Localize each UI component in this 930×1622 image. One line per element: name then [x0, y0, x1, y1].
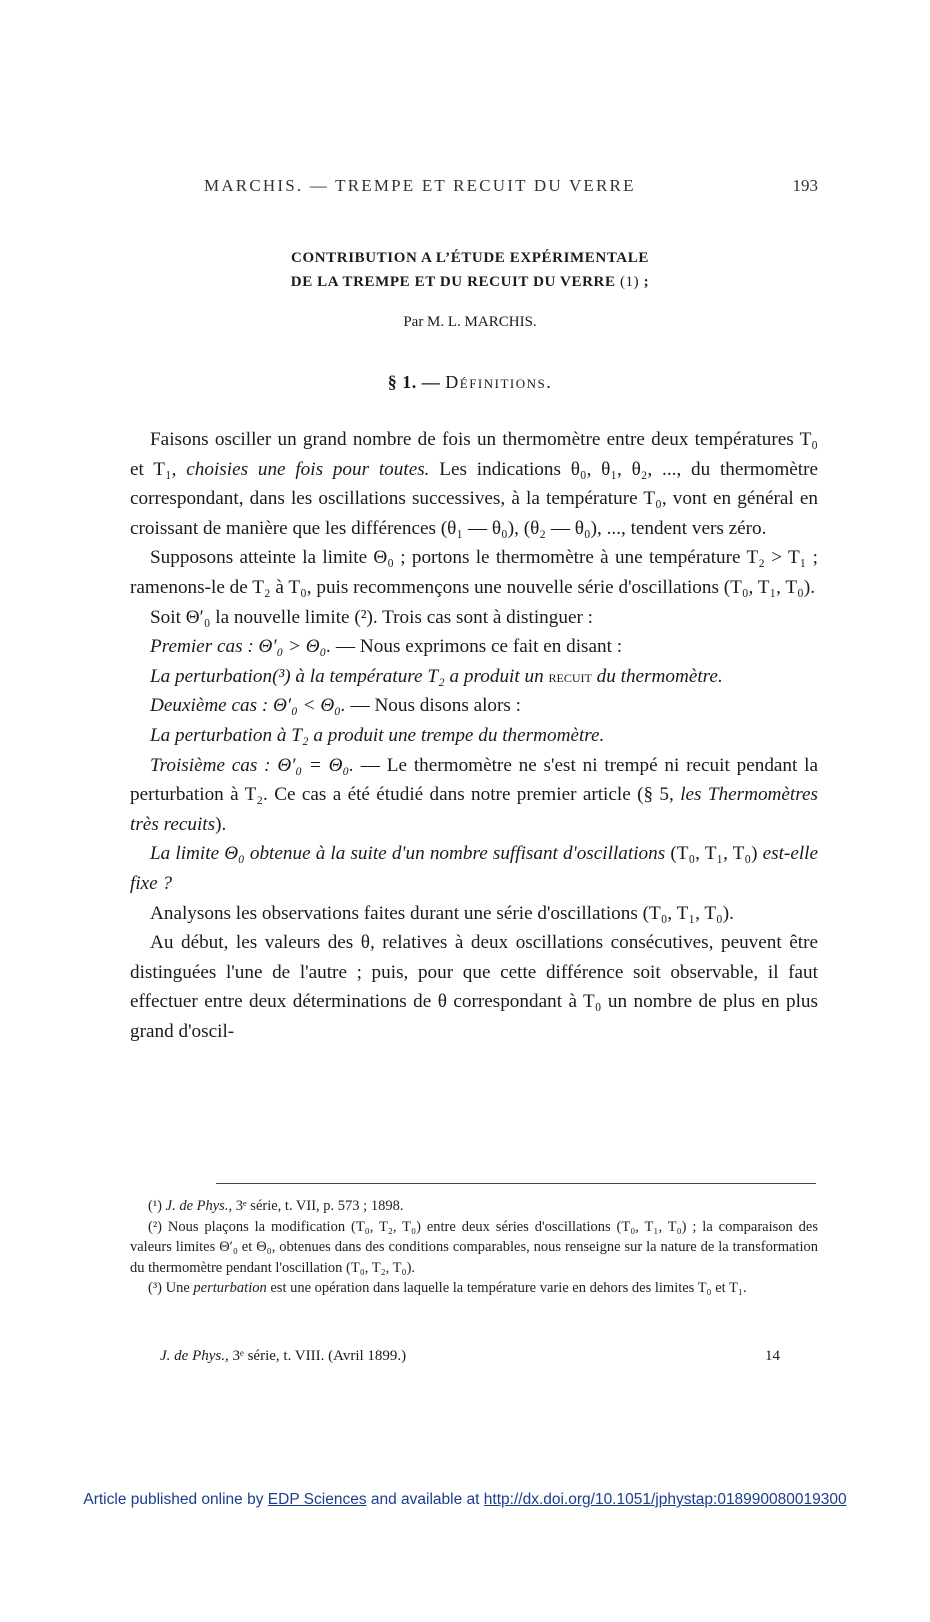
footnote-3-b: perturbation — [193, 1280, 267, 1296]
paragraph-6-b: — Nous disons alors : — [350, 695, 522, 717]
footnotes — [130, 1196, 818, 1299]
paragraph-5-c: du thermomètre. — [596, 665, 723, 687]
footnote-1 — [130, 1196, 818, 1217]
paragraph-6 — [130, 691, 818, 721]
section-heading — [130, 372, 810, 393]
section-number: § 1. — — [387, 372, 441, 392]
publisher-link[interactable]: EDP Sciences — [267, 1491, 367, 1508]
author-line: Par M. L. MARCHIS. — [403, 314, 537, 330]
title-footnote-mark[interactable]: (1) — [619, 274, 640, 290]
paragraph-4 — [130, 632, 818, 662]
paragraph-10: Analysons les observations faites durant une série d'oscillations (T₀, T₁, T₀). — [150, 902, 734, 924]
article-title-line-2-text: DE LA TREMPE ET DU RECUIT DU VERRE — [290, 274, 616, 290]
footnote-1-journal: J. de Phys., — [165, 1198, 233, 1214]
paragraph-7-text: La perturbation à T₂ a produit une trempe du thermomètre. — [150, 724, 605, 746]
paragraph-1-c: Les indications θ₀, θ₁, θ₂, ..., du thermomètre correspondant, dans les oscillations successives, à la température T₀, vont en général en croissant de manière que les différences (θ₁ — θ₀), (θ₂ — θ₀), ..., tendent vers zéro. — [130, 458, 819, 539]
paragraph-6-a: Deuxième cas : Θ′₀ < Θ₀. — [150, 695, 346, 717]
section-title: Définitions. — [445, 372, 553, 392]
footnote-1-details: 3ᵉ série, t. VII, p. 573 ; 1898. — [235, 1198, 404, 1214]
running-head — [204, 176, 818, 196]
body-text — [130, 425, 818, 1046]
paragraph-2: Supposons atteinte la limite Θ₀ ; portons le thermomètre à une température T₂ > T₁ ; ramenons-le de T₂ à T₀, puis recommençons une nouvelle série d'oscillations (T₀, T₁, T₀). — [130, 547, 818, 598]
publisher-banner — [0, 1491, 930, 1509]
paragraph-5-b: recuit — [548, 666, 592, 686]
publisher-prefix: Article published online by — [83, 1491, 264, 1508]
paragraph-1-a: Faisons osciller un grand nombre de fois un thermomètre entre deux températures T₀ et T₁, — [130, 429, 818, 480]
paragraph-4-b: — Nous exprimons ce fait en disant : — [335, 636, 623, 658]
paragraph-5 — [130, 662, 818, 692]
paragraph-9-a: La limite Θ₀ obtenue à la suite d'un nombre suffisant d'oscillations — [150, 843, 666, 865]
footnote-3 — [130, 1278, 818, 1299]
paragraph-8 — [130, 751, 818, 840]
paragraph-3: Soit Θ′₀ la nouvelle limite (²). Trois cas sont à distinguer : — [150, 606, 593, 628]
paragraph-8-c: les Thermomètres très recuits — [130, 784, 818, 835]
publisher-middle: and available at — [370, 1491, 480, 1508]
article-title — [130, 246, 810, 294]
paragraph-1 — [130, 425, 818, 543]
footnote-3-c: est une opération dans laquelle la température varie en dehors des limites T₀ et T₁. — [270, 1280, 747, 1296]
page-number: 193 — [792, 176, 818, 195]
footnote-2: (²) Nous plaçons la modification (T₀, T₂, T₀) entre deux séries d'oscillations (T₀, T₁, T₀) ; la comparaison des valeurs limites Θ′₀ et Θ₀, obtenues dans des conditions comparables, nous renseigne sur la nature de la transformation du thermomètre pendant l'oscillation (T₀, T₂, T₀). — [130, 1218, 818, 1276]
paragraph-9-b: (T₀, T₁, T₀) — [670, 843, 758, 865]
paragraph-8-d: ). — [215, 813, 227, 835]
journal-name: J. de Phys., — [160, 1348, 229, 1364]
paragraph-5-a: La perturbation(³) à la température T₂ a produit un — [150, 665, 544, 687]
paragraph-9 — [130, 839, 818, 898]
paragraph-8-b: — Le thermomètre ne s'est ni trempé ni recuit pendant la perturbation à T₂. Ce cas a été étudié dans notre premier article (§ 5, — [130, 754, 819, 806]
paragraph-4-a: Premier cas : Θ′₀ > Θ₀. — [150, 636, 332, 658]
article-title-line-2 — [130, 270, 810, 294]
paragraph-9-c: est-elle fixe ? — [130, 843, 819, 894]
footnote-divider — [216, 1183, 816, 1184]
paragraph-8-a: Troisième cas : Θ′₀ = Θ₀. — [150, 754, 354, 776]
footnote-1-mark: (¹) — [148, 1198, 163, 1214]
paragraph-1-b: choisies une fois pour toutes. — [186, 458, 430, 480]
footnote-3-a: (³) Une — [148, 1280, 190, 1296]
article-title-line-1: CONTRIBUTION A L’ÉTUDE EXPÉRIMENTALE — [291, 250, 649, 266]
running-head-title: MARCHIS. — TREMPE ET RECUIT DU VERRE — [204, 176, 636, 195]
journal-signature-line — [160, 1348, 780, 1365]
paragraph-7 — [130, 721, 818, 751]
sheet-number: 14 — [765, 1348, 780, 1364]
journal-details: 3ᵉ série, t. VIII. (Avril 1899.) — [232, 1348, 407, 1364]
paragraph-11: Au début, les valeurs des θ, relatives à deux oscillations consécutives, peuvent être distinguées l'une de l'autre ; puis, pour que cette différence soit observable, il faut effectuer entre deux déterminations de θ correspondant à T₀ un nombre de plus en plus grand d'oscil- — [130, 932, 818, 1042]
doi-link[interactable]: http://dx.doi.org/10.1051/jphystap:018990080019300 — [483, 1491, 847, 1508]
title-end: ; — [643, 274, 650, 290]
